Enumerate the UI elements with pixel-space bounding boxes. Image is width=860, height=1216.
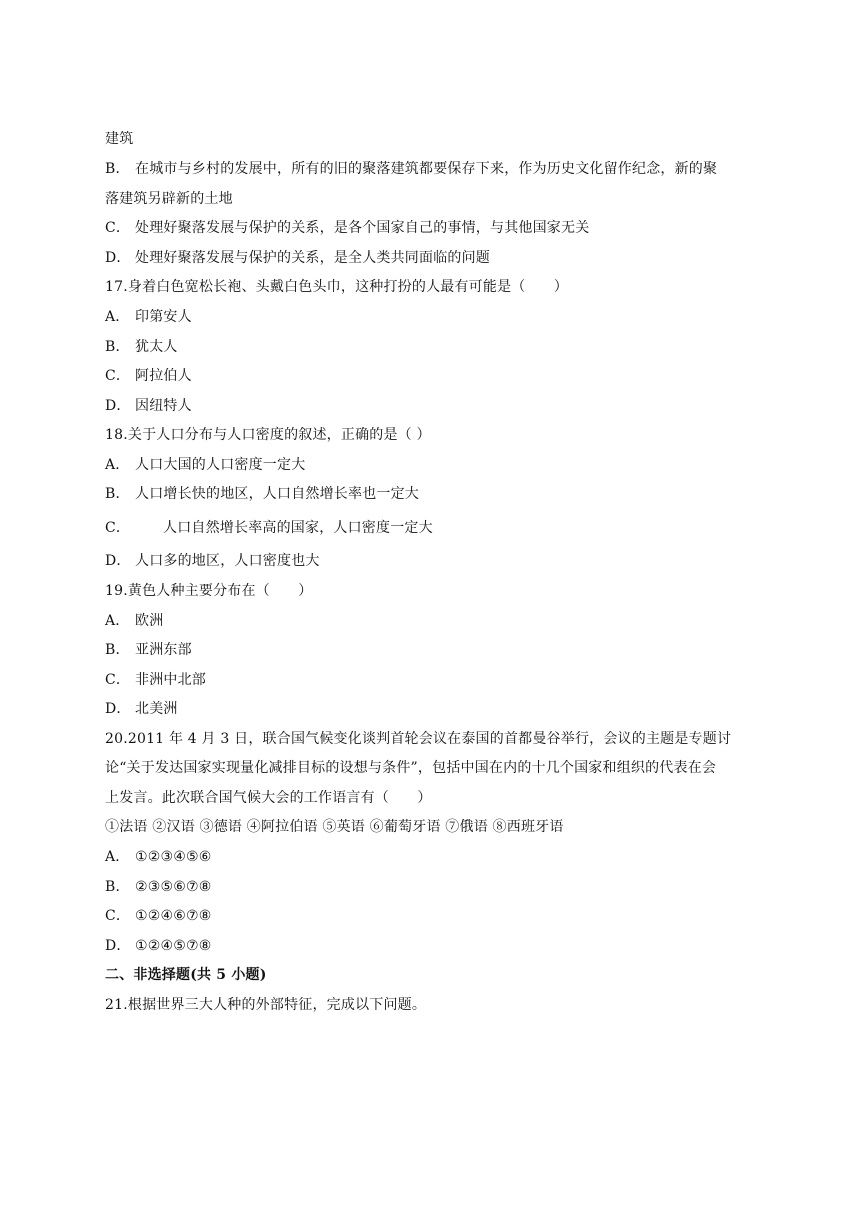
q20-option-b [105,877,212,897]
option-text: 阿拉伯人 [135,368,192,384]
q18-option-c [105,518,433,538]
option-letter: A． [105,849,130,865]
option-letter: D． [105,250,131,266]
option-letter: C． [105,368,131,384]
option-letter: A． [105,457,130,473]
option-letter: D． [105,701,131,717]
option-text: 因纽特人 [135,398,192,414]
q20-stem-line-3: 上发言。此次联合国气候大会的工作语言有（ ） [105,790,432,806]
option-letter: B． [105,339,130,355]
option-text: 印第安人 [135,309,192,325]
q21-stem: 21.根据世界三大人种的外部特征，完成以下问题。 [105,997,427,1013]
option-letter: D． [105,553,131,569]
option-letter: C． [105,908,131,924]
option-text: 人口大国的人口密度一定大 [135,457,306,473]
option-text: 在城市与乡村的发展中，所有的旧的聚落建筑都要保存下来，作为历史文化留作纪念，新的聚 [135,161,718,177]
q18-option-d [105,551,320,571]
q17-option-c [105,366,192,386]
option-text: ①②③④⑤⑥ [135,849,212,865]
option-letter: B． [105,486,130,502]
q19-option-a [105,611,163,631]
q16-option-b [105,159,717,179]
option-text: ①②④⑤⑦⑧ [135,938,212,954]
q16-option-b-continuation: 落建筑另辟新的土地 [105,191,233,207]
q20-option-d [105,936,212,956]
option-letter: D． [105,938,131,954]
q20-choices: ①法语 ②汉语 ③德语 ④阿拉伯语 ⑤英语 ⑥葡萄牙语 ⑦俄语 ⑧西班牙语 [105,819,564,835]
q17-option-a [105,307,192,327]
option-text: ②③⑤⑥⑦⑧ [135,879,212,895]
q17-stem: 17.身着白色宽松长袍、头戴白色头巾，这种打扮的人最有可能是（ ） [105,279,569,295]
q18-option-b [105,484,419,504]
option-text: 处理好聚落发展与保护的关系，是各个国家自己的事情，与其他国家无关 [135,220,590,236]
option-letter: C． [105,672,131,688]
q17-option-d [105,396,192,416]
q17-option-b [105,337,178,357]
option-text: 犹太人 [135,339,178,355]
option-text: 欧洲 [135,613,164,629]
option-text: ①②④⑥⑦⑧ [135,908,212,924]
q19-option-b [105,640,192,660]
option-letter: B． [105,642,130,658]
option-letter: B． [105,879,130,895]
option-letter: A． [105,309,130,325]
option-letter: B． [105,161,130,177]
q19-option-c [105,670,206,690]
option-letter: D． [105,398,131,414]
q19-option-d [105,699,178,719]
q20-option-a [105,847,212,867]
q20-option-c [105,906,212,926]
q16-option-c [105,218,589,238]
q20-stem-line-2: 论“关于发达国家实现量化减排目标的设想与条件”，包括中国在内的十几个国家和组织的代表在会 [105,760,717,776]
option-text: 人口增长快的地区，人口自然增长率也一定大 [135,486,419,502]
option-text: 非洲中北部 [135,672,206,688]
option-text: 人口多的地区，人口密度也大 [135,553,320,569]
q18-option-a [105,455,305,475]
option-text: 人口自然增长率高的国家，人口密度一定大 [163,520,433,536]
q20-stem-line-1: 20.2011 年 4 月 3 日，联合国气候变化谈判首轮会议在泰国的首都曼谷举行，会议的主题是专题讨 [105,731,732,747]
q16-option-d [105,248,490,268]
option-letter: C． [105,520,131,536]
q18-stem: 18.关于人口分布与人口密度的叙述，正确的是（ ） [105,427,431,443]
option-text: 亚洲东部 [135,642,192,658]
section-heading: 二、非选择题(共 5 小题) [105,967,267,983]
option-text: 处理好聚落发展与保护的关系，是全人类共同面临的问题 [135,250,490,266]
option-letter: C． [105,220,131,236]
option-text: 北美洲 [135,701,178,717]
option-letter: A． [105,613,130,629]
q16-option-a-continuation: 建筑 [105,131,134,147]
q19-stem: 19.黄色人种主要分布在（ ） [105,583,313,599]
